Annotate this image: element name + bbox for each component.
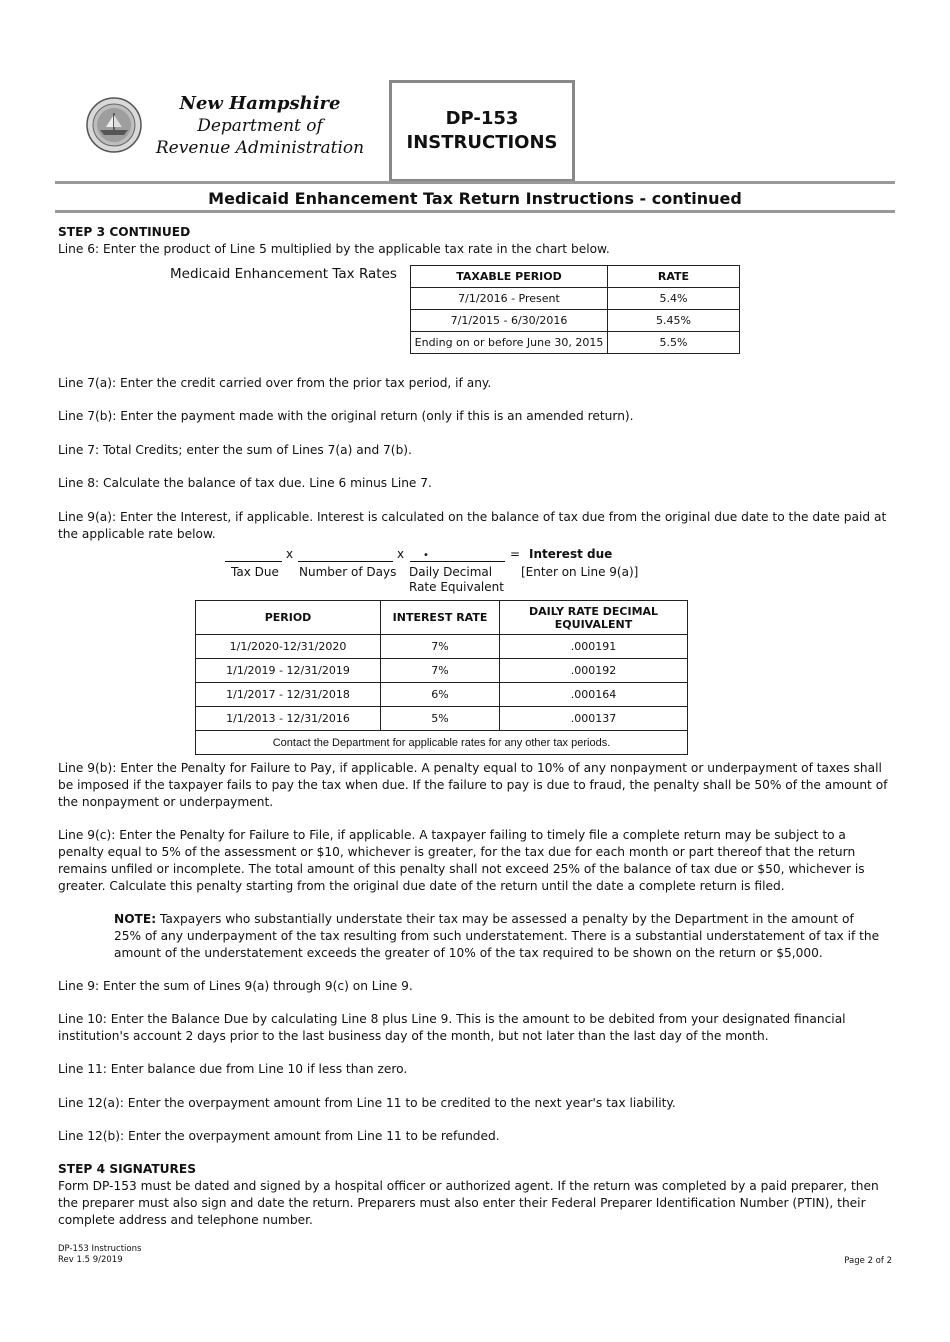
line8-text: Line 8: Calculate the balance of tax due. Line 6 minus Line 7.: [58, 476, 432, 490]
label-tax-due: Tax Due: [231, 565, 279, 579]
label-enter-line: [Enter on Line 9(a)]: [521, 565, 639, 579]
table-row: [411, 332, 740, 354]
col-header-interest-rate: INTEREST RATE: [381, 601, 500, 635]
col-header-period: TAXABLE PERIOD: [411, 266, 608, 288]
line9b-text: Line 9(b): Enter the Penalty for Failure to Pay, if applicable. A penalty equal to 10% of any nonpayment or underpayment of taxes shall be imposed if the taxpayer fails to pay the tax when due. If the failure to pay is due to fraud, the penalty shall be 50% of the amount of the nonpayment or underpayment.: [58, 761, 888, 809]
step3-heading: STEP 3 CONTINUED: [58, 225, 191, 239]
footer-form-name: DP-153 Instructions: [58, 1244, 142, 1254]
note-text: Taxpayers who substantially understate their tax may be assessed a penalty by the Department in the amount of 25% of any underpayment of the tax resulting from such understatement. There is a substantial understatement of tax if the amount of the understatement exceeds the greater of 10% of the tax required to be shown on the return or $5,000.: [114, 912, 880, 960]
interest-due-label: Interest due: [529, 547, 613, 561]
period-cell: 1/1/2013 - 12/31/2016: [196, 707, 381, 731]
table-footnote: Contact the Department for applicable rates for any other tax periods.: [196, 731, 688, 755]
table-footnote-row: [196, 731, 688, 755]
col-header-period: PERIOD: [196, 601, 381, 635]
tax-rates-table: [410, 265, 740, 354]
interest-rates-table: [195, 600, 688, 755]
form-number: DP-153: [445, 108, 519, 129]
line9-text: Line 9: Enter the sum of Lines 9(a) through 9(c) on Line 9.: [58, 979, 413, 993]
table-row: [411, 288, 740, 310]
daily-rate-cell: .000191: [500, 635, 688, 659]
days-blank: [298, 549, 393, 562]
agency-division: Revenue Administration: [155, 138, 365, 158]
agency-department: Department of: [197, 116, 323, 136]
tax-due-blank: [225, 549, 282, 562]
line9a-text: Line 9(a): Enter the Interest, if applicable. Interest is calculated on the balance of tax due from the original due date to the date paid at the applicable rate below.: [58, 510, 887, 541]
note-label: NOTE:: [114, 912, 157, 926]
table-row: [196, 659, 688, 683]
period-cell: 7/1/2016 - Present: [411, 288, 608, 310]
decimal-point: •: [423, 550, 429, 561]
line12a-text: Line 12(a): Enter the overpayment amount from Line 11 to be credited to the next year's tax liability.: [58, 1096, 676, 1110]
table-row: [411, 310, 740, 332]
header-rule-bottom: [55, 210, 895, 213]
footer-page-number: Page 2 of 2: [844, 1256, 892, 1266]
agency-state: New Hampshire: [179, 93, 341, 114]
interest-rate-cell: 7%: [381, 659, 500, 683]
daily-rate-cell: .000192: [500, 659, 688, 683]
rate-cell: 5.5%: [608, 332, 740, 354]
col-header-rate: RATE: [608, 266, 740, 288]
table-row: [196, 683, 688, 707]
state-seal-icon: [86, 97, 142, 153]
line6-text: Line 6: Enter the product of Line 5 multiplied by the applicable tax rate in the chart below.: [58, 242, 610, 256]
times-sign: x: [397, 547, 405, 561]
times-sign: x: [286, 547, 294, 561]
rate-cell: 5.45%: [608, 310, 740, 332]
interest-rate-cell: 5%: [381, 707, 500, 731]
line11-text: Line 11: Enter balance due from Line 10 if less than zero.: [58, 1062, 408, 1076]
equals-sign: =: [510, 547, 521, 561]
table-row: [196, 707, 688, 731]
form-type: INSTRUCTIONS: [406, 132, 558, 153]
rate-cell: 5.4%: [608, 288, 740, 310]
step4-heading: STEP 4 SIGNATURES: [58, 1162, 197, 1176]
period-cell: 1/1/2017 - 12/31/2018: [196, 683, 381, 707]
period-cell: Ending on or before June 30, 2015: [411, 332, 608, 354]
step4-text: Form DP-153 must be dated and signed by a hospital officer or authorized agent. If the return was completed by a paid preparer, then the preparer must also sign and date the return. Preparers must also enter their Federal Preparer Identification Number (PTIN), their complete address and telephone number.: [58, 1179, 879, 1227]
table-header-row: [411, 266, 740, 288]
rates-table-label: Medicaid Enhancement Tax Rates: [170, 266, 397, 282]
period-cell: 7/1/2015 - 6/30/2016: [411, 310, 608, 332]
form-id-box: [389, 80, 575, 182]
agency-name: [150, 92, 370, 159]
daily-rate-cell: .000164: [500, 683, 688, 707]
daily-rate-cell: .000137: [500, 707, 688, 731]
period-cell: 1/1/2020-12/31/2020: [196, 635, 381, 659]
label-days: Number of Days: [299, 565, 397, 579]
table-header-row: [196, 601, 688, 635]
line7-text: Line 7: Total Credits; enter the sum of Lines 7(a) and 7(b).: [58, 443, 412, 457]
line10-text: Line 10: Enter the Balance Due by calculating Line 8 plus Line 9. This is the amount to be debited from your designated financial institution's account 2 days prior to the last business day of the month, but not later than the last day of the month.: [58, 1012, 846, 1043]
label-rate-line2: Rate Equivalent: [409, 580, 504, 594]
line9c-text: Line 9(c): Enter the Penalty for Failure to File, if applicable. A taxpayer failing to timely file a complete return may be subject to a penalty equal to 5% of the assessment or $10, whichever is greater, for the tax due for each month or part thereof that the return remains unfiled or incomplete. The total amount of this penalty shall not exceed 25% of the balance of tax due or $50, whichever is greater. Calculate this penalty starting from the original due date of the return until the date a complete return is filed.: [58, 828, 865, 893]
col-header-daily-rate: DAILY RATE DECIMAL EQUIVALENT: [500, 601, 688, 635]
period-cell: 1/1/2019 - 12/31/2019: [196, 659, 381, 683]
interest-rate-cell: 6%: [381, 683, 500, 707]
label-rate-line1: Daily Decimal: [409, 565, 493, 579]
interest-rate-cell: 7%: [381, 635, 500, 659]
line7b-text: Line 7(b): Enter the payment made with the original return (only if this is an amended return).: [58, 409, 634, 423]
table-row: [196, 635, 688, 659]
footer-revision: Rev 1.5 9/2019: [58, 1255, 123, 1265]
line12b-text: Line 12(b): Enter the overpayment amount from Line 11 to be refunded.: [58, 1129, 500, 1143]
line7a-text: Line 7(a): Enter the credit carried over from the prior tax period, if any.: [58, 376, 492, 390]
note-paragraph: [114, 911, 884, 962]
page-title: Medicaid Enhancement Tax Return Instructions - continued: [208, 189, 742, 208]
header-rule-top: [55, 181, 895, 184]
